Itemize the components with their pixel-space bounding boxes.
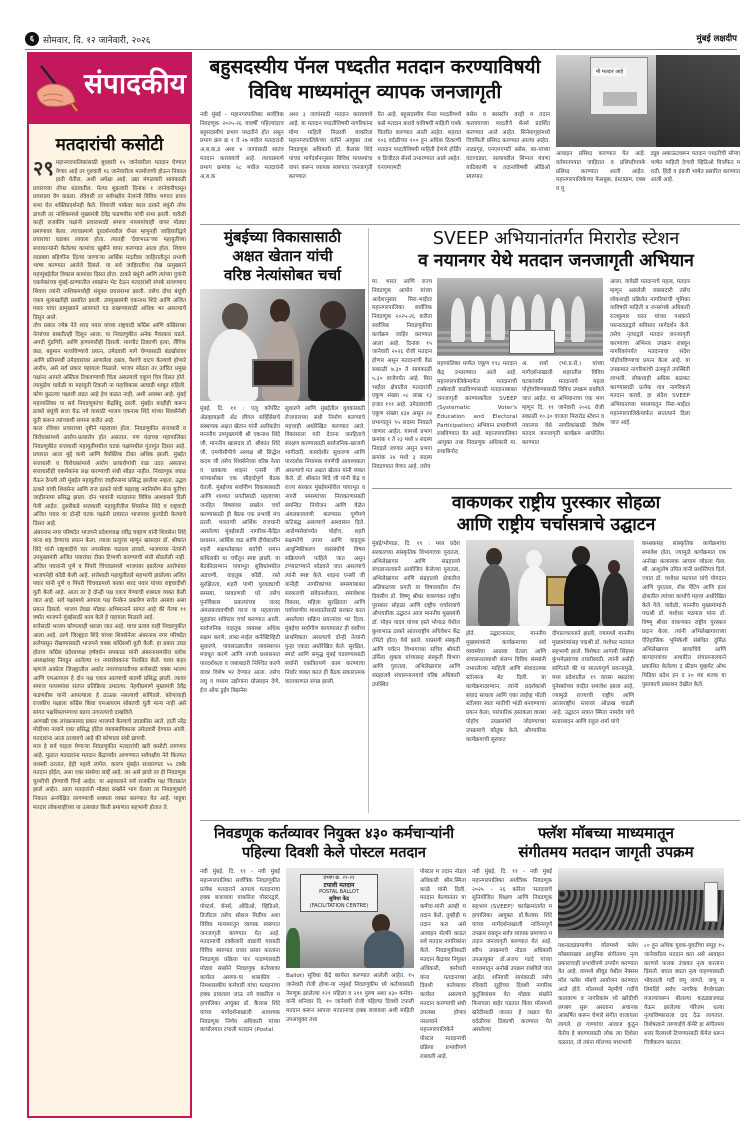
plant	[286, 928, 300, 968]
article-column: दीपप्रज्वलनाने झाली, ज्यामध्ये माननीय मुख्यमंत्र्यांसह पद्मश्री डॉ. यशोधर मठपाल सहभागी झाले. विशेषतः आगामी सिंहस्थ कुंभमेळ्याच्या तयारीसाठी, त्यांनी असेही सांगितले की या सातत्यपूर्ण प्रयत्नांमुळे, मध्य प्रदेशातील १९ वारसा स्थळांचा युनेस्कोच्या यादीत समावेश झाला आहे, ज्यामुळे राज्याची राष्ट्रीय आणि आंतरराष्ट्रीय स्तरावर ओळख वाढली आहे. उद्घाटन सत्रात स्मिता नामदेव यांचे सतारवादन आणि राहुल शर्मा यांचे	[552, 631, 634, 725]
article-column: महापालिका मार्फत एकूण १९८ मतदान केंद्र उभारण्यात आले आहे. महानगरपालिकेमार्फत मतदानाची टक्केवारी वाढविण्यासाठी मतदानाबाबत जनजागृती करण्याकरिता SVEEP (Systematic Voter's Education and Electoral Participation) अभियान प्रभावीपणे राबविण्यात येत आहे. महानगरपालिका आयुक्त तथा निवडणूक अधिकारी मा. राधाबिनोद	[437, 361, 517, 455]
article-headline: अक्षत खेतान यांची	[232, 247, 333, 265]
editorial-paragraph: तोच प्रकार ज्येष्ठ नेते शरद पवार यांच्या राष्ट्रवादी काँग्रेस आणि काँग्रेसच्या नेत्यांच्या बाबतीतही दिसून आला. या निवडणुकीत अनेक गैरप्रकार घडले. अगदी गुंडगिरी, आणि हाणामारीही दिसली. मारपीट ठिकाणी हत्या, लैंगिक छळ, बहुमान माजविण्याचे प्रयत्न, उमेदवारी मागे घेण्यासाठी बंडखोरांवर आणि प्रतिस्पर्धी उमेदवारांवर आणलेला दबाव, पैशांचे वाटप केल्याचे होणारे आरोप, असे सर्व प्रकार पहायला मिळाले. भाजप सोडता तर उर्वरित प्रमुख पक्षांना आपले अस्तित्व टिकवण्याची चिंता असल्याचे एकूण चित्र दिसत होते. त्यामुळेच यावेळी या महायुती टिकली ना महाविकास आघाडी शाबूत राहिली. कोण कुठल्या पक्षाशी लढत आहे हेच कळत नाही, अशी अवस्था आहे. मुंबई महापालिका या सर्व निवडणुकांचा केंद्रबिंदू ठरली. मुंबईत काहीही करून ठाकरे बंधूंची सत्ता येऊ नये यासाठी भाजप एकनाथ शिंदे यांच्या शिवसेनेशी युती करून त्यांच्याशी सामना करीत आहे.	[33, 323, 186, 424]
editorial-paragraph: मात्र हे सर्व पाहता येणाऱ्या निवडणुकीत मतदारांची खरी कसोटी लागणार आहे. मुळात मतदारांना मतदान केंद्रापर्यंत आणण्यात सर्वपक्षीय नेते कितपत यशस्वी ठरतात, हेही पहावे लागेल. कारण मुंबईत साधारणतः ५५ टक्के मतदान होईल, असा एका संस्थेचा सर्व्हे आहे. जर असे झाले तर ही निवडणूक चुरशीची होण्याची चिन्हे आहेत. या अहवालाने सर्व राजकीय पक्ष चिंताक्रांत झाले आहेत. आता मतदारांनी मोठ्या संख्येने भाग घेतला तर निवडणुकांचे निकाल अनपेक्षित लागण्याची शक्यता व्यक्त करण्यात येत आहे. पाहूया मतदार लोकशाहीच्या या उत्सवात किती प्रमाणात सहभागी होतात ते.	[33, 744, 186, 811]
article-headline: वरिष्ठ नेत्यांसोबत चर्चा	[224, 266, 341, 284]
sign-facilitation-centre: (FACILITATION CENTRE)	[309, 903, 369, 909]
postal-ballot-centre-photo	[286, 868, 414, 968]
paper-name: मुंबई लक्षदीप	[696, 34, 737, 44]
hoarding-text: मी मतदार आहे	[593, 68, 626, 76]
mira-road-station-photo	[556, 55, 740, 147]
page-number-badge: ६	[25, 32, 39, 46]
masthead	[25, 32, 737, 50]
election-hoarding	[590, 57, 648, 115]
article-headline: SVEEP अभियानांतर्गत मिरारोड स्टेशन	[432, 229, 680, 249]
article-column: येत आहे. बहुसदस्यीय पॅनल पध्दतीमध्ये कसे मतदान करावे याविषयी माहिती पत्रके वितरीत करण्यात आली आहेत. शहरात १०६ वर्दळीच्या १०० हून अधिक ठिकाणी मतदान पध्दतीविषयी माहिती देणारे होर्डिंग व डिजीटल बॅनर्स उभारण्यात आले आहेत. एनएमएमटी	[377, 112, 462, 171]
article-akshat-khetan	[200, 228, 365, 818]
article-headline: निवडणूक कर्तव्यावर नियुक्त ४३० कर्मचाऱ्यांनी	[213, 825, 455, 842]
article-column: अ. शर्मा (भा.प्र.से.) यांच्या मार्गदर्शनाखाली शहरातील विविध घटकांपर्यंत मतदानाचे महत्व पोहोचविण्यासाठी विविध उपक्रम राबविले जात आहेत. या अभियानाचा एक भाग म्हणून दि. ११ जानेवारी २०२६ रोजी सकाळी १०.३० वाजता मिरारोड स्टेशन व नयानगर येथे नागरिकांसाठी विशेष मतदार जनजागृती कार्यक्रम आयोजित करण्यात	[522, 361, 604, 447]
article-flash-mob	[472, 824, 740, 1144]
editorial-paragraph: महानगरपालिकांसाठी बुधवारी १५ जानेवारीला मतदान घेण्यात येणार आहे तर गुरुवारी १६ जानेवारीला मतमोजणी होऊन निकाल हाती येतील, अशी अपेक्षा आहे. उद्या मंगळवारी सायंकाळी प्रचाराच्या तोफा थंडावतील. मेल्या शुक्रवारी दिनांक १ जानेवारीपासून प्रचाराला वेग वाढला. रविवारी तर सर्वपक्षीय नेत्यांनी विविध भागात प्रचार सभा घेत शक्तिप्रदर्शनही केले. शिवाजी पार्कवर काल ठाकरे बंधूंनी तोफ डागली तर नाशिकमध्ये मुख्यमंत्री देवेंद्र फडणवीस यांची सभा झाली. यावेळी काही राजकीय पक्षांनी प्रचारासाठी समाज माध्यमांचाही वापर मोठ्या प्रमाणावर केला. त्याचप्रमाणे दूरदर्शनवरील चॅनल म्हणूनही जाहिरातीद्वारे प्रचाराचा धडाका लावला होता. त्यातही 'देवाभाऊ'च्या महायुतीच्या सत्ताधाऱ्यांनी केलेल्या कामांचा खुबीने वापर करण्यात आला होता. शिवाय लाडक्या बहिणींना दिल्या जाणाऱ्या आर्थिक मदतीवर जाहिरातीतून प्रभावी भाष्य करण्यात आलेले दिसले. या सर्व जाहिरातींचा रोख प्रामुख्याने महामुंबईतील विकास कामांवर दिसत होता. ठाकरे बंधूंनी आणि त्यांच्या पुत्रांनी एकमेकांच्या मुंबई-ठाण्यातील शाखांना भेट देऊन मतदारांशी संपर्क साधण्याच शिवाय त्यांनी नाशिकमध्येही संयुक्त प्रचारसभा झाली. तसेच दोघा बंधूंची एकत्र मुलाखतीही प्रसारित झाली. उपमुख्यमंत्री एकनाथ शिंदे आणि अजित पवार यांचा प्रामुख्याने आपापले गड राखण्यासाठी अधिक भर असल्याचे दिसून आले.	[33, 160, 186, 321]
article-column: पोस्टल म तदान नोडल अधिकारी श्रीम.स्मिता काळे यांनी दिली. मतदान केल्यानंतर या कर्मचा-यांनी आम्ही म तदान केले, तुम्हीही म तदान करा असे आवाहन सेल्फी काढत सर्व मतदार नागरिकांना केले. निवडणूकीसाठी मतदान केंद्रावर नियुक्त अधिकारी, कर्मचारी यांना मतदानाच्या दिवशी कर्तव्यावर कार्यरत असल्याने मतदान करण्याची संधी उपलब्ध होणार नसल्याने महानगरपालिकेने पोस्टल मतदानाची प्रक्रिया प्रभावीपणे राबवली आहे.	[420, 869, 466, 1060]
article-headline: संगीतमय मतदान जागृती उपक्रम	[518, 843, 694, 861]
article-column: आला. यावेळी मतदानाचे महत्व, मतदार म्हणून असलेली जबाबदारी तसेच लोकशाही प्रक्रियेत नागरिकांची भूमिका याविषयी माहिती व जनसंपर्क अधिकारी राजकुमार घरत यांच्या पथकाने पथनाट्याद्वारे सविस्तर मार्गदर्शन केले. तसेच नृत्याद्वारे मतदार जनजागृती करण्याचा अभिनव उपक्रम राबवून नागरिकांपर्यंत मतदानाचा संदेश पोहोचविण्याचा प्रयत्न केला आहे. या उपक्रमात नागरिकांची उत्स्फूर्त उपस्थिती लाभली. लोकशाही अधिक बळकट करण्यासाठी प्रत्येक पात्र नागरिकाने मतदान करावे, हा संदेश SVEEP अभियानाच्या माध्यमातून मिरा-भाईंदर महानगरपालिकेमार्फत सातत्याने दिला जात आहे.	[610, 279, 690, 426]
editorial-paragraph: अंबरनाथ नगर परिषदेत भाजपने प्रदेशाध्यक्ष रवींद्र चव्हाण यांनी शिवसेना शिंदे यांना शह देण्याचा प्रयत्न केला. त्याला प्रत्युत्तर म्हणून खासदार डॉ. श्रीकांत शिंदे यांनी राष्ट्रवादीचे चार नगरसेवक गळाला लावले. भाजपच्या नेत्यांनी उपमुख्यमंत्री अजित पवारांवर टीका टिप्पणी करण्याची संधी सोडलेली नाही. अजित पवारांनी पुणे व पिंपरी चिंचवडमध्ये भाजपवर झालेल्या आरोपांवर भाजपनेही कोंडी केली आहे. सत्तेसाठी महायुतीतले सहभागी झालेल्या अजित पवार यांनी पुणे व पिंपरी चिंचवडमध्ये काका शरद पवार यांच्या राष्ट्रवादीशी युती केली आहे. आता तर हे दोन्ही पक्ष एकत्र येण्याची शक्यता व्यक्त केली जात आहे. सर्व पक्षांमध्ये आपला पक्ष येनकेन प्रकारेण सत्तेत असावा असा प्रयत्न दिसतो. भाजप तेवढा मोठ्या अभिमानाने सांगत आहे की गेल्या ११ वर्षांत भाजपने मुंबईसाठी काय केले हे पहायला मिळाले आहे.	[33, 529, 186, 622]
section-divider	[200, 820, 740, 821]
article-column: नवी मुंबई - महानगरपालिका सार्वत्रिक निवडणूक २०२५-२६ यावर्षी पहिल्यांदाच बहुसदस्यीय प्रभाग पध्दतीने होत असून प्रभाग क्रम क्र १ ते २७ मधील मतदारांनी अ,ब,क,ड अशा ४ जागांसाठी स्वतंत्र मतदान करावयाचे आहे. त्याचप्रमाणे प्रभाग क्रमांक २८ मधील मतदारांनी अ,ब,क	[200, 112, 284, 180]
leaders-meeting-photo	[200, 289, 365, 401]
article-sveep-mira-road	[372, 228, 740, 483]
flash-mob-crowd-photo	[558, 868, 724, 938]
article-column: मुंबई, दि. ११ : एलू कॉर्पोरेट ॲडव्हायझरी ॲड लीगल सर्व्हिसेसचे संस्थापक अक्षत खेतान यांनी अलीकडेच माननीय उपमुख्यमंत्री श्री एकनाथ शिंदे जी, माननीय खासदार डॉ. श्रीकांत शिंदे जी, एमपीसीपीचे अध्यक्ष श्री सिद्धेश कदम जी तसेच शिवसेनेच्या वरिष्ठ नेत्या व प्रवक्त्या शाइना एनसी जी यांच्यासोबत एक सौहार्दपूर्ण बैठक घेतली. मुंबईच्या सर्वांगीण विकासासाठी आणि शाश्वत प्रगतीसाठी महत्वाच्या जनहित विषयांवर सखोल चर्चा करण्यासाठी ही बैठक एक प्रभावी मंच ठरली. भारताची आर्थिक राजधानी असलेल्या मुंबईसाठी नागरिक-केंद्रित प्रशासन, आर्थिक वाढ आणि दीर्घकालीन शहरी सक्षमतेबाबत सर्वांची समान बांधिलकी या चर्चेतून स्पष्ट झाली. या बैठकीदरम्यान पायाभूत सुविधांमधील अडचणी, वाहतूक कोंडी, रस्ते सुरक्षितता, शहरी पाणी पुरवठ्याची समस्या, परवडणारी घरे तसेच पुनर्विकास प्रकल्पांच्या जलद अंमलबजावणीची गरज या महत्वाच्या मुद्द्यांवर सविस्तर चर्चा करण्यात आली. सार्वजनिक वाहतूक व्यवस्था अधिक सक्षम करणे, लास्ट-माईल कनेक्टिव्हिटी सुधारणे, पावसाळ्यातील व्यवस्थापन मजबूत करणे आणि नागरी प्रशासनात पारदर्शकता व जबाबदारी निश्चित करणे यावर विशेष भर देण्यात आला. तसेच लघु व मध्यम उद्योगांना प्रोत्साहन देणे, ईज ऑफ डुईंग बिझनेस	[200, 406, 280, 694]
article-headline: विविध माध्यमांतून व्यापक जनजागृती	[248, 81, 502, 103]
standee	[704, 882, 718, 922]
editorial-paragraph: आणखी एक लांच्छनास्पद प्रकार भाजपने केल्याचे उघडकीस आले. हाती नरेंद्र मोदींच्या नावाने एका प्रसिद्ध हॉटेल व्यावसायिकाला उमेदवारी देण्यात आली. मतदारांना आता ठरवायचे आहे की कोणाला संधी द्यायची.	[33, 718, 186, 742]
issue-date: सोमवार, दि. १२ जानेवारी, २०२६	[43, 36, 151, 46]
article-column: पथनाट्यांप्रमाणेच मॉलमध्ये फ्लॅश मॉबसारख्या आधुनिक संगीतमय नृत्य प्रकाराचाही प्रभावीपणे उपयोग करण्यात येत आहे. यामध्ये सीवूड येथील नेक्सस मॉल फ्लॅश मॉबचे आयोजन करण्यात आले होते. मॉलमध्ये नेहमीचे गर्दीचे वातावरण व नागरिकांम ध्ये खरेदीची लगबग सुरू असताना अचानक आकर्षित करून घेणारे संगीत वाजायला लागले. हा गाण्यांचा आवाज कुठून येतोय हे बघण्यासाठी लोक त्या दिशेला वळतात, तो त्यांना मॉलच्या मध्यभागी	[558, 943, 638, 1046]
article-column: ट्यूब अकाऊंटवरून मतदान पध्दतीची सोप्या भाषेत माहिती देणारी व्हिडिओ चित्रफित म राठी, हिंदी व इंग्रजी भाषेत प्रसारित करण्यात आली आहे.	[650, 151, 740, 184]
article-column: कथ्थकसह सांस्कृतिक कार्यक्रमांचा समावेश होता, ज्यामुळे कार्यक्रमात एक अनोखा कलात्मक आयाम जोडला गेला. श्री. आशुतोष उपित यांनी प्रशस्तिपत्र दिले, ज्यात डॉ. यशोधर मठपाल यांचे योगदान आणि पुरातत्व, रॉक पेंटिंग आणि इतर क्षेत्रातील त्यांच्या कार्याचे महत्त्व अधोरेखित केले गेले. यावेळी, माननीय मुख्यमंत्र्यांनी पद्मश्री डॉ. यशोधर मठपाल यांना डॉ. विष्णू श्रीधर वाकणकर राष्ट्रीय पुरस्कार प्रदान केला. त्यांनी अभिलेखागाराच्या ऐतिहासिक भूमिकेशी संबंधित दुर्मिळ अभिलेखागार छायाचित्रे आणि कागदपत्रांवर आधारित संचालनालयाने प्रकाशित केलेल्या द फ्रीडम मूव्हमेंट ऑफ मिडिया प्रदेश इन द २० व्या शतक या पुस्तकाचे प्रकाशन देखील केले.	[642, 541, 726, 688]
crowd	[558, 890, 724, 930]
section-divider	[372, 488, 732, 489]
article-column: मुंबई/भोपाळ, दि. ११ : मध्य प्रदेश सरकारच्या सांस्कृतिक विभागाच्या पुरातत्व, अभिलेखागार आणि संग्रहालये संचालनालयाने आयोजित केलेल्या पुरातत्व, अभिलेखागार आणि संग्रहालये क्षेत्रातील अलिकडच्या प्रगती या विषयावरील तीन दिवसीय डॉ. विष्णू श्रीधर वाकणकर राष्ट्रीय पुरस्कार सोहळा आणि राष्ट्रीय चर्चासत्राचे औपचारिक उद्घाटन आज माननीय मुख्यमंत्री डॉ. मोहन यादव यांच्या हस्ते भोपाळ येथील कुशाभाऊ ठाकरे आंतरराष्ट्रीय अधिवेशन केंद्र (मिंटो हॉल) येथे झाले. याप्रसंगी संस्कृती आणि पर्यटन विभागाच्या सचिव श्रीमती उर्मिला शुक्ला यांच्यासह संस्कृती विभाग आणि पुरातत्व, अभिलेखागार आणि संग्रहालये संचालनालयाचे वरिष्ठ अधिकारी उपस्थित	[372, 541, 460, 688]
article-headline: पहिल्या दिवशी केले पोस्टल मतदान	[242, 844, 426, 861]
article-column: Ballot) सुविधा केंद्रे कार्यरत करण्यात आलेली आहेत. १५ जानेवारी रोजी होणा-या नमुंबई निवडणूकीम ध्ये कर्तव्यासाठी नेमणूक झालेल्या १२१ महिला व २११ पुरुष अशा ४३० कर्मचा-यांनी शनिवार दि. १० जानेवारी रोजी पहिल्या दिवशी टपाली मतदान करून आपला मतदानाचा हक्क बजावला अशी माहिती उपआयुक्त तथा	[286, 973, 414, 1023]
pen-in-hand-icon	[33, 62, 85, 114]
awareness-placard	[509, 330, 555, 354]
section-divider	[200, 224, 740, 225]
article-column: नवी मुंबई, दि. ११ - नवी मुंबई महानगरपालिका सार्वत्रिक निवडणूक २०२५ - २६ करिता 'मतदाराचे सुनियोजित शिक्षण आणि निवडणूक सहभाग (SVEEP)' कार्यक्रमांतर्गत म हापालिका आयुक्त डॉ.कैलास शिंदे यांच्या मार्गदर्शनाखाली नाविन्यपूर्ण उपक्रम राबवून सर्वत्र व्यापक प्रमाणात म तदान जनजागृती करण्यात येत आहे. स्वीप उपक्रमाचे नोडल अधिकारी उपआयुक्त डॉ.अजय गडदे यांच्या माध्यमातून अनोखे उपक्रम राबविले जात आहेत. शनिवारी सायंकाळी तसेच रविवारी सुट्टीच्या दिवशी नागरिक कुटुंबियांसम वेत मोठ्या संख्येने फिरायला बाहेर पडतात किंवा मॉलमध्ये खरेदीसाठी जातात हे लक्षात घेत वर्दळीच्या ठिकाणी करण्यात येत असलेल्या	[472, 869, 552, 1034]
article-postal-voting	[200, 824, 468, 1144]
article-panel-voting	[200, 55, 550, 225]
sign-ward-number: प्रभाग क्र. २१-२१	[323, 875, 355, 881]
editorial-body	[29, 156, 190, 812]
article-column: होते. उद्घाटनानंतर, माननीय मुख्यमंत्र्यांनी कार्यक्रमाच्या सर्व व्यवस्थेचा आढावा घेतला आणि संचालनालयाशी संलग्न विविध संस्थांनी उभारलेल्या माहिती आणि संवादात्मक स्टॉल्सना भेट दिली. या कार्यक्रमादरम्यान, त्यांनी प्रदर्शकांशी संवाद साधला आणि एका लाईव्ह पॉटरी स्टॉलवर स्वतः मातीची भांडी बनवण्याचा प्रयत्न केला, पारंपारिक हस्तकला वारसा पोहोच उपक्रमांशी जोडण्याच्या उपक्रमाचे कौतुक केले. औपचारिक कार्यक्रमाची सुरुवात	[466, 631, 546, 743]
article-column: सुधारणे आणि मुंबईतील युवकांसाठी रोजगाराच्या संधी निर्माण करण्याचे महत्त्वही अधोरेखित करण्यात आले. विकासाला गती देताना जनहिताचे संरक्षण करण्यासाठी सार्वजनिक-खाजगी भागीदारी, कायदेशीर सुधारणा आणि पारदर्शक नियामक यंत्रणेची आवश्यकता असल्याचे मत अक्षत खेतान यांनी व्यक्त केले. डॉ. श्रीकांत शिंदे जी यांनी केंद्र व राज्य सरकार मुंबईसमोरील पायाभूत व नागरी समस्यांच्या निराकरणासाठी समन्वित नियोजन आणि वेळेत अंमलबजावणी करण्यास पूर्णपणे कटिबद्ध असल्याचे आश्वासन दिले. आरोग्यसेवांपर्यंत पोहोच, शहरी सक्षमतेचे उपाय आणि वाहतूक आधुनिकीकरण यासंबंधीचे विषय सक्रियपणे पाहिले जात असून टप्प्याटप्प्याने सोडवले जात असल्याचे त्यांनी स्पष्ट केले. शाइना एनसी जी यांनीही नागरिकांच्या समस्यांबाबत सरकारची संवेदनशीलता, समावेशक विकास, महिला सुरक्षितता आणि पर्यावरणीय शाश्वततेसाठी सरकार करत असलेल्या सक्रिय प्रयत्नांवर भर दिला. मुंबईचा सर्वांगीण कायापालट ही सर्वोच्च प्राथमिकता असल्याचे दोन्ही नेत्यांनी पुन्हा एकदा अधोरेखित केले. सुरक्षित, स्मार्ट आणि समृद्ध मुंबई घडवण्यासाठी सर्वांनी एकत्रितपणे काम करण्याचा निर्धार व्यक्त करत ही बैठक सकारात्मक वातावरणात संपन्न झाली.	[285, 406, 365, 685]
editorial-banner	[29, 54, 190, 124]
article-headline: मुंबईच्या विकासासाठी	[224, 228, 341, 246]
article-column: अशा ३ जागांसाठी मतदान करावयाचे आहे. या मतदान पध्दतीविषयी नागरिकांना योग्य माहिती मिळावी याकरिता महानगरपालिकेच्या वतीने आयुक्त तथा निवडणूक अधिकारी डॉ. कैलास शिंदे यांच्या मार्गदर्शनानुसार विविध माध्यमांचा वापर करून व्यापक स्वरुपात जनजागृती करण्यात	[288, 112, 373, 180]
sign-facility-centre-marathi: सुविधा केंद्र	[328, 896, 350, 902]
article-headline: आणि राष्ट्रीय चर्चासत्राचे उद्घाटन	[456, 515, 656, 535]
editorial-banner-title: संपादकीय	[84, 67, 186, 100]
award-ceremony-photo	[466, 540, 634, 626]
article-headline: वाकणकर राष्ट्रीय पुरस्कार सोहळा	[451, 493, 661, 513]
article-wakankar-award	[372, 492, 740, 817]
article-column: मा. भारत आणि राज्य निवडणूक आयोग यांच्या आदेशानुसार मिरा-भाईंदर महानगरपालिका सार्वत्रिक निवडणूक २०२५-२६ करीता सार्वत्रिक निवडणूकीचा कार्यक्रम जाहिर करण्यात आला आहे. दिनांक १५ जानेवारी २०२६ रोजी मतदान होणार असून मतदानाची वेळ सकाळी ७.३० ते सायंकाळी ५.३० वाजेपर्यंत आहे. मिरा भाईंदर क्षेत्रातील मतदारांची एकूण संख्या ०८ लाख १३ हजार १९१ आहे. उमेदवारांची एकूण संख्या ४३४ असून २४ प्रभागातून ९५ सदस्य निवडले जाणार आहेत. यामध्ये प्रभाग क्रमांक १ ते २३ मध्ये ४ सदस्य निवडले जाणार असून प्रभाग क्रमांक २४ मध्ये ३ सदस्य निवडण्यात येणार आहे. तसेच	[372, 279, 432, 470]
editorial-dropcap: २९	[33, 156, 54, 180]
article-column: आवाहन प्रसिध्द करण्यात येत आहे. वर्तमानपत्रात जाहिरात व प्रसिध्दीपत्रके प्रसिध्द करण्यात आली आहेत. महानगरपालिकेच्या फेसबुक, इंस्टाग्राम, एक्स व यू	[556, 151, 646, 193]
column-divider	[368, 228, 369, 813]
article-column: नवी मुंबई, दि. ११ - नवी मुंबई महानगरपालिका सार्वत्रिक निवडणूकीत प्रत्येक मतदाराने आपला मतदानाचा हक्क बजावावा याकरिता पोस्टरद्वारे, पोस्टर्स, बॅनर्स, ऑडिओ, व्हिडिओ, डिजीटल तसेच सोशल मिडीया अशा विविध माध्यमांतून व्यापक स्वरुपात जनजागृती करण्यात येत आहे. मतदानाची टक्केवारी वाढावी यासाठी विविध स्वरुपात प्रचार प्रसार करताना निवडणूक प्रक्रिया पार पाडण्यासाठी मोठ्या संख्येने निवडणूक कर्तव्यावर कार्यरत असणा-या शासकीय - निमशासकीय कर्मचारी यांचा मतदानाचा हक्क डावलला जाऊ नये याकरिता म हापालिका आयुक्त डॉ. कैलास शिंदे यांच्या मार्गदर्शनाखाली आवश्यक निवडणूक निर्णय अधिकारी यांच्या कार्यालयात टपाली मतदान (Postal	[200, 869, 280, 1034]
editorial-paragraph: सत्तेसाठी भाजप कोणत्याही थराला जात आहे. याचा प्रत्यय याही निवडणुकीत आला आहे. ठाणे जिल्ह्यात शिंदे यांच्या शिवसेनेला अंबरनाथ नगर परिषदेत सत्तेपासून रोखण्यासाठी भाजपने चक्क काँग्रेसशी युती केली. हा प्रकार उघड होताच काँग्रेस प्रदेशाध्यक्ष हर्षवर्धन सपकाळ यांनी अंबरनाथमधील ब्लॉक अध्यक्षांसह निवडून आलेल्या ११ नगरसेवकांना निलंबित केले. यावर कहर म्हणजे अकोला जिल्ह्यातील अकोट नगरपंचायतीच्या सत्तेसाठी चक्क भाजप आणि एमआयएम हे दोन पक्ष एकत्र आल्याची बातमी प्रसिद्ध झाली. त्यावर समाज माध्यमांवर संतप्त प्रतिक्रिया उमटल्या. नेहमीप्रमाणे मुख्यमंत्री देवेंद्र फडणवीस यांनी आपल्याला हे ठाऊक नसल्याचे सांगितले. कोणत्याही राजकीय पक्षाला काँग्रेस किंवा एमआयएम सोबतची युती मान्य नाही असे सांगत पक्षशिस्तभंगाचा बडगा उगारल्याचे दाखविले.	[33, 624, 186, 716]
postal-ballot-sign	[300, 874, 378, 912]
article-headline: व नयानगर येथे मतदान जनजागृती अभियान	[418, 251, 694, 271]
article-panel-voting-cont	[556, 150, 740, 220]
article-column: बसेस व बसस्टॉप वरही म तदान करावयाच्या पध्दतीचे बॅनर्स प्रदर्शित करण्यात आले आहेत. सिनेमागृहांमध्ये चित्रफिती प्रसिध्द करण्यात आल्या आहेत. नाट्यगृह, एनएमएमटी बसेस, का-यांच्या घंटागाड्या, रस्त्यावरील सिग्नल यंत्रणा याठिकाणी म तदानाविषयी ऑडिओ स्वरुपात	[466, 112, 550, 180]
sveep-rally-photo	[437, 278, 603, 356]
article-column: ८० हून अधिक युवक-युवतींचा समूह १५ जानेवारीला मतदान करा असे आवाहन करणारे फलक उंचावत नृत्य करताना दिसतो. बघता बघता नृत्य पाहण्यासाठी भोवताली गर्दी जमू लागते. जणू म लिमंदिरे सर्वच नागरिक वेगवेगळ्या मजल्यांवरून बीलल्या कठड्याजवळ येऊन झालेल्या पॉरेजम धल्या नृत्याविष्काराला दाद देऊ लागतात. विशेषत्वाने तरुणाईचे कॅमेरे हा संगीतमय थरार रिलमध्ये टिपण्यासाठी कॅमेरा धरून चित्रीकरण करतात.	[644, 943, 724, 1046]
sign-postal-ballot: POSTAL BALLOT	[319, 889, 359, 895]
article-headline: बहुसदस्यीय पॅनल पध्दतीत मतदान करण्याविषयी	[209, 56, 541, 78]
article-headline: फ्लॅश मॉबच्या माध्यमातून	[538, 824, 674, 842]
editorial-paragraph: काल रविवार प्रचाराच्या दृष्टीने महत्वाचा होता. निवडणुकीत सत्ताधारी व विरोधकांमध्ये आरोप-प्रत्यारोप होत असतात. पण यंदाच्या महापालिका निवडणुकीत सत्ताधारी महायुतीमधील घटक पक्षांमधील गुंतागुंत दिसत आहे. प्रचारात आता मुद्दे कमी आणि वैयक्तिक टीका अधिक झाली. मुंबईत सत्ताधारी व विरोधकांमध्ये आरोप प्रत्यारोपांची राळ उठत असताना सत्ताधारीही एकमेकांना लक्ष करण्याची संधी सोडत नाहीत. निवडणूक जवळ येऊन ठेपली तरी मुंबईत महायुतीचा जाहीरनामा प्रसिद्ध झालेला नव्हता. उद्धव ठाकरे यांची शिवसेना आणि राज ठाकरे यांची महाराष्ट्र नवनिर्माण सेना युतीचा जाहीरनामा प्रसिद्ध झाला. दोन भावांनी मतदारांना विविध आश्वासने दिली गेली आहेत. दुसरीकडे सत्ताधारी महायुतीतील शिवसेना शिंदे व राष्ट्रवादी अजित पवार या दोन्ही घटक पक्षांनी प्रचारात भाजपवर कुरघोडी केल्याचे दिसत आहे.	[33, 426, 186, 527]
sign-postal-voting-marathi: टपाली मतदान	[323, 882, 355, 889]
frame-gift	[252, 359, 294, 387]
editorial-headline: मतदारांची कसोटी	[55, 135, 164, 155]
editorial-column	[27, 52, 192, 1118]
